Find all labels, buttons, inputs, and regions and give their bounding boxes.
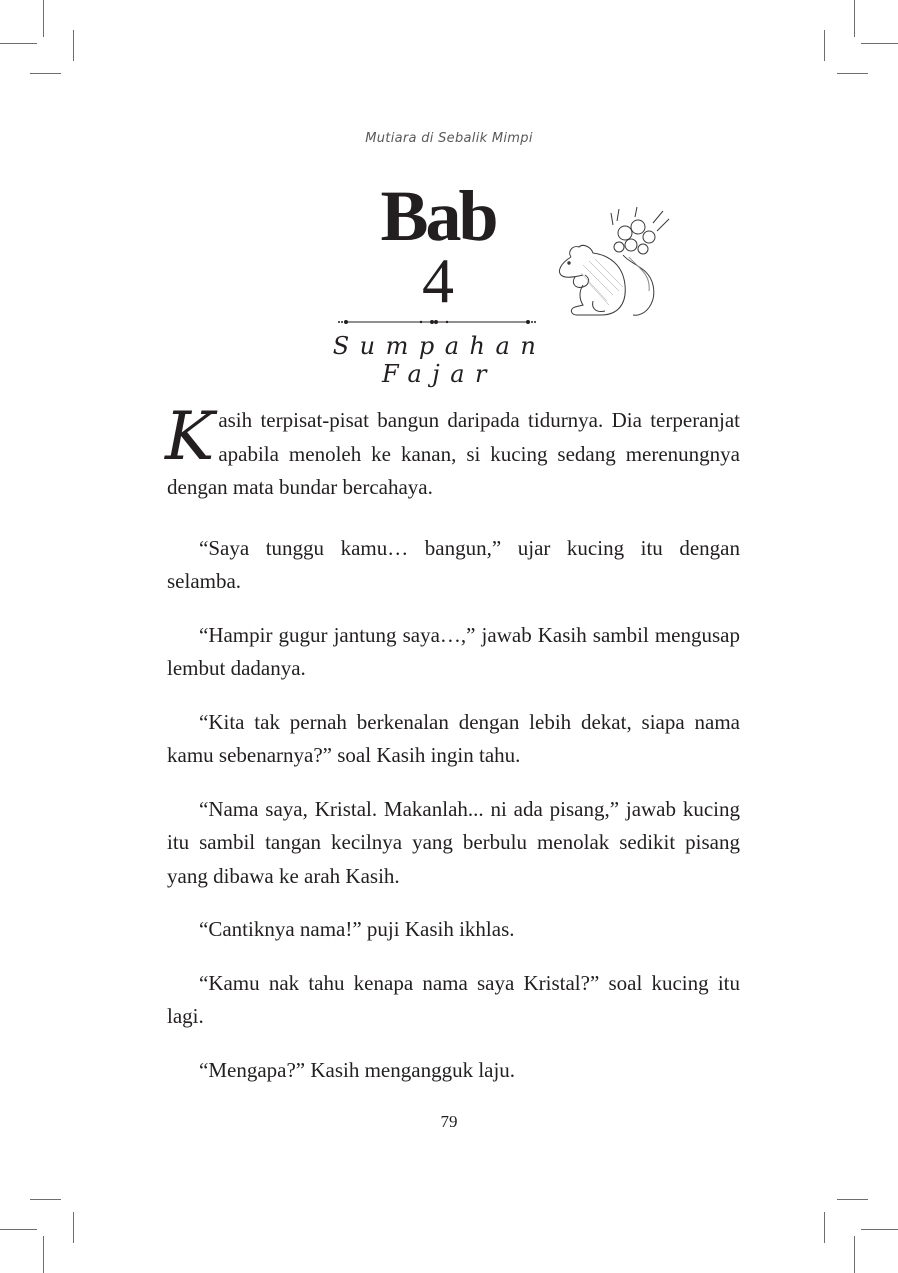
chapter-title: Sumpahan Fajar	[332, 332, 547, 388]
crop-mark	[43, 1236, 44, 1273]
page-number: 79	[440, 1112, 458, 1131]
crop-mark	[837, 1199, 868, 1200]
paragraph: “Kamu nak tahu kenapa nama saya Kristal?” soal kucing itu lagi.	[167, 970, 740, 1028]
drop-cap: K	[165, 398, 215, 475]
paragraph: “Mengapa?” Kasih mengangguk laju.	[199, 1057, 516, 1082]
crop-mark	[0, 1229, 37, 1230]
ornamental-divider	[337, 316, 537, 328]
crop-mark	[854, 0, 855, 37]
crop-mark	[43, 0, 44, 37]
crop-mark	[73, 30, 74, 61]
paragraph: “Nama saya, Kristal. Makanlah... ni ada pisang,” jawab kucing itu sambil tangan kecilnya yang berbulu menolak sedikit pisang yang dibawa ke arah Kasih.	[167, 796, 740, 888]
chapter-label: Bab	[380, 176, 496, 256]
chapter-number: 4	[422, 245, 454, 316]
paragraph: “Hampir gugur jantung saya…,” jawab Kasih sambil mengusap lembut dadanya.	[167, 622, 740, 680]
crop-mark	[824, 1212, 825, 1243]
crop-mark	[861, 1229, 898, 1230]
paragraph: “Cantiknya nama!” puji Kasih ikhlas.	[199, 917, 515, 941]
crop-mark	[824, 30, 825, 61]
crop-mark	[30, 1199, 61, 1200]
paragraph: “Saya tunggu kamu… bangun,” ujar kucing itu dengan selamba.	[167, 535, 740, 593]
paragraph: “Kita tak pernah berkenalan dengan lebih dekat, siapa nama kamu sebenarnya?” soal Kasih ingin tahu.	[167, 709, 740, 767]
crop-mark	[854, 1236, 855, 1273]
body-text	[165, 398, 740, 1107]
crop-mark	[837, 73, 868, 74]
crop-mark	[30, 73, 61, 74]
squirrel-illustration-icon	[553, 205, 673, 323]
crop-mark	[861, 43, 898, 44]
running-header: Mutiara di Sebalik Mimpi	[365, 131, 533, 146]
crop-mark	[0, 43, 37, 44]
paragraph: Kasih terpisat-pisat bangun daripada tidurnya. Dia terperanjat apabila menoleh ke kanan, si kucing sedang merenungnya dengan mata bundar bercahaya.	[165, 398, 740, 499]
crop-mark	[73, 1212, 74, 1243]
